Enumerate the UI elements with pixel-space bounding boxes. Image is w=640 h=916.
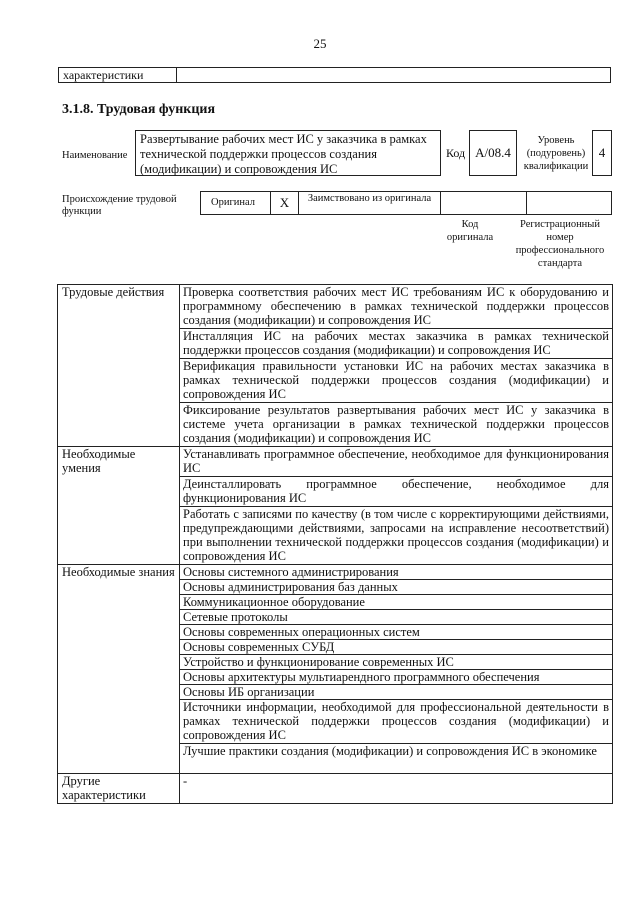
borrowed-label: Заимствовано из оригинала	[299, 192, 441, 214]
table-cell: Верификация правильности установки ИС на рабочих местах заказчика в рамках технической поддержки процессов создания (модификации) и сопровождения ИС	[180, 359, 613, 403]
table-cell: Источники информации, необходимой для профессиональной деятельности в рамках технической поддержки процессов создания (модификации) и сопровождения ИС	[180, 700, 613, 744]
table-row	[58, 447, 613, 477]
table-row	[58, 565, 613, 580]
table-cell: Основы ИБ организации	[180, 685, 613, 700]
origin-table	[200, 191, 612, 215]
row-heading-actions: Трудовые действия	[58, 285, 180, 447]
table-row	[58, 285, 613, 329]
level-value-box: 4	[592, 130, 612, 176]
previous-table-label: характеристики	[59, 68, 177, 82]
table-cell: Основы архитектуры мультиарендного программного обеспечения	[180, 670, 613, 685]
table-cell: Основы современных СУБД	[180, 640, 613, 655]
table-cell: Основы системного администрирования	[180, 565, 613, 580]
page-number: 25	[313, 36, 327, 51]
original-label: Оригинал	[201, 192, 271, 214]
labor-function-table	[57, 284, 613, 804]
row-heading-other: Другие характеристики	[58, 774, 180, 804]
original-mark: X	[271, 192, 299, 214]
function-name-box: Развертывание рабочих мест ИС у заказчика в рамках технической поддержки процессов создания (модификации) и сопровождения ИС	[135, 130, 441, 176]
table-cell: Фиксирование результатов развертывания рабочих мест ИС у заказчика в системе учета организации в рамках технической поддержки процессов создания (модификации) и сопровождения ИС	[180, 403, 613, 447]
origin-label: Происхождение трудовой функции	[62, 194, 177, 217]
table-cell: Деинсталлировать программное обеспечение, необходимое для функционирования ИС	[180, 477, 613, 507]
table-cell: Лучшие практики создания (модификации) и сопровождения ИС в экономике	[180, 744, 613, 774]
table-cell: Коммуникационное оборудование	[180, 595, 613, 610]
table-cell: Устанавливать программное обеспечение, необходимое для функционирования ИС	[180, 447, 613, 477]
previous-table-fragment	[58, 67, 611, 83]
table-cell: Работать с записями по качеству (в том числе с корректирующими действиями, предупреждающими действиями, запросами на исправление несоответствий) при выполнении технической поддержки процессов создания (модификации) и сопровождения ИС	[180, 507, 613, 565]
table-cell: Проверка соответствия рабочих мест ИС требованиям ИС к оборудованию и программному обеспечению в рамках технической поддержки процессов создания (модификации) и сопровождения ИС	[180, 285, 613, 329]
code-label: Код	[446, 146, 466, 160]
code-value-box: A/08.4	[469, 130, 517, 176]
level-label: Уровень (подуровень) квалификации	[523, 135, 589, 172]
registration-number-caption: Регистрационный номер профессионального стандарта	[515, 219, 605, 269]
row-heading-knowledge: Необходимые знания	[58, 565, 180, 774]
table-cell: Инсталляция ИС на рабочих местах заказчика в рамках технической поддержки процессов создания (модификации) и сопровождения ИС	[180, 329, 613, 359]
table-cell: Основы современных операционных систем	[180, 625, 613, 640]
original-code-cell	[441, 192, 527, 214]
naming-label: Наименование	[62, 150, 128, 161]
table-row	[58, 774, 613, 804]
row-heading-skills: Необходимые умения	[58, 447, 180, 565]
original-code-caption: Код оригинала	[446, 219, 494, 243]
table-cell: Сетевые протоколы	[180, 610, 613, 625]
table-cell: Основы администрирования баз данных	[180, 580, 613, 595]
section-title: 3.1.8. Трудовая функция	[62, 102, 216, 117]
table-cell: Устройство и функционирование современных ИС	[180, 655, 613, 670]
table-cell: -	[180, 774, 613, 804]
